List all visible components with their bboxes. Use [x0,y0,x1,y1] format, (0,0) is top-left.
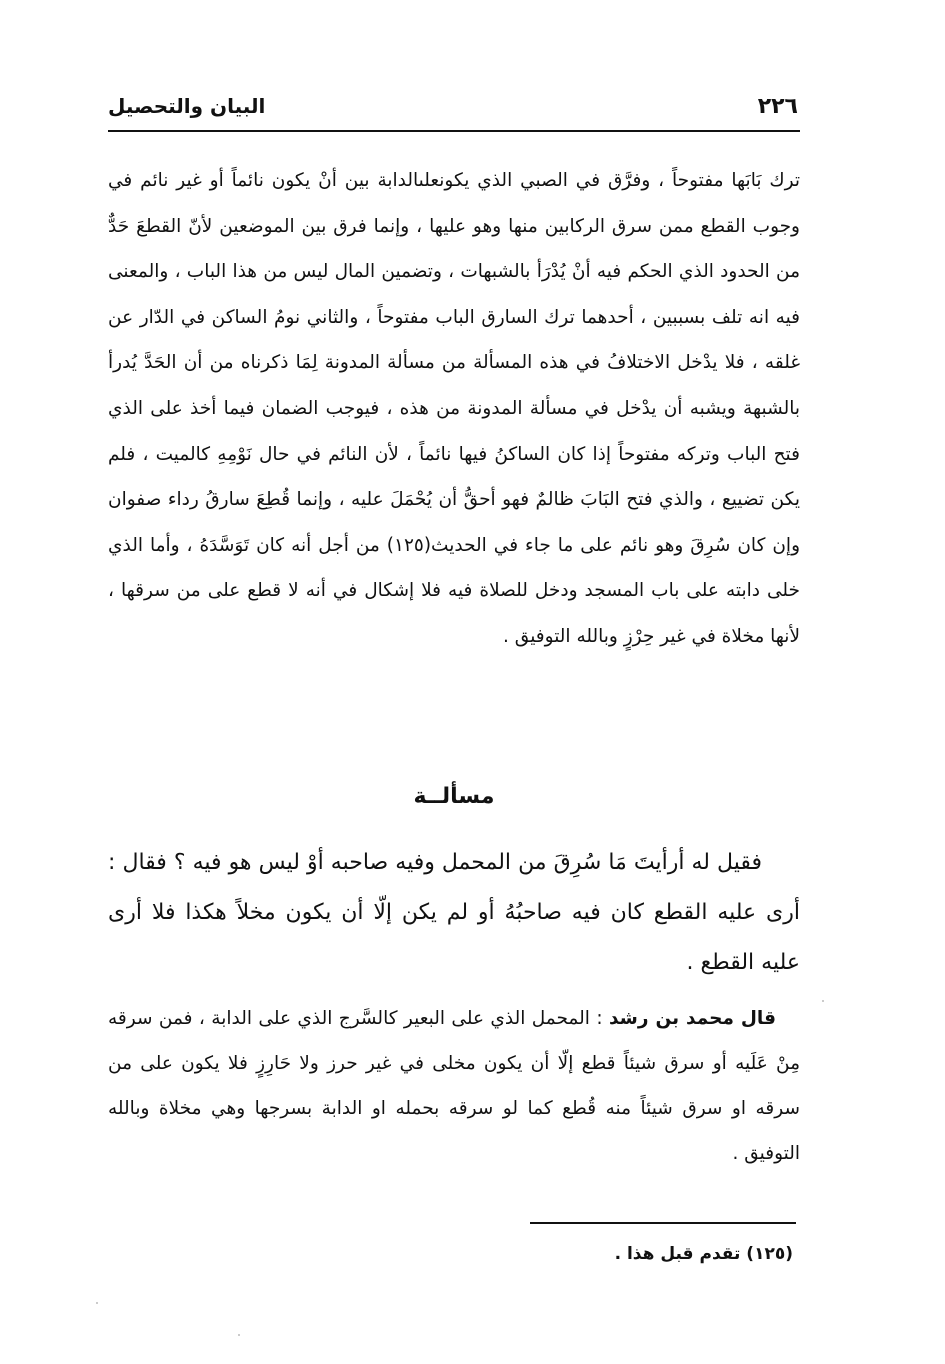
paragraph-answer [108,996,800,1176]
paragraph-commentary: ترك بَابَها مفتوحاً ، وفرَّق في الصبي الذي يكونعلىالدابة بين أنْ يكون نائماً أو غير نائم في وجوب القطع ممن سرق الركابين منها وهو عليها ، وإنما فرق بين الموضعين لأنّ القطعَ حَدٌّ من الحدود الذي الحكم فيه أنْ يُدْرَأ بالشبهات ، وتضمين المال ليس من هذا الباب ، والمعنى فيه انه تلف بسببين ، أحدهما ترك السارق الباب مفتوحاً ، والثاني نومُ الساكن في الدّار عن غلقه ، فلا يدْخل الاختلافُ في هذه المسألة من مسألة المدونة لِمَا ذكرناه من أن الحَدَّ يُدرأ بالشبهة ويشبه أن يدْخل في مسألة المدونة من هذه ، فيوجب الضمان فيما أخذ على الذي فتح الباب وتركه مفتوحاً إذا كان الساكنُ فيها نائماً ، لأن النائم في حال نَوْمِهِ كالميت ، فلم يكن تضييع ، والذي فتح البَابَ ظالمٌ فهو أحقُّ أن يُحْمَلَ عليه ، وإنما قُطِعَ سارقُ رداء صفوان وإن كان سُرِقَ وهو نائم على ما جاء في الحديث(١٢٥) من أجل أنه كان تَوَسَّدَهُ ، وأما الذي خلى دابته على باب المسجد ودخل للصلاة فيه فلا إشكال في أنه لا قطع على من سرقها ، لأنها مخلاة في غير حِرْزٍ وبالله التوفيق . [108,170,801,647]
scan-speck [96,1302,98,1304]
footnote-rule [530,1222,796,1224]
paragraph-question: فقيل له أرأيتَ مَا سُرِقَ من المحمل وفيه صاحبه أوْ ليس هو فيه ؟ فقال : أرى عليه القطع كان فيه صاحبُهُ أو لم يكن إلّا أن يكون مخلاً هكذا فلا أرى عليه القطع . [108,850,800,975]
answer-text: : المحمل الذي على البعير كالسَّرج الذي على الدابة ، فمن سرقه مِنْ عَلَيه أو سرق شيئاً قطع إلّا أن يكون مخلى في غير حرز ولا حَارِزٍ فلا يكون على من سرقه او سرق شيئاً منه قُطع كما لو سرقه بحمله او الدابة بسرجها وهي مخلاة وبالله التوفيق . [108,1008,800,1164]
running-title: البيان والتحصيل [108,94,266,118]
scan-speck [822,1000,824,1002]
page-header [108,92,798,126]
section-heading: مسألــة [413,784,495,809]
page-number: ٢٢٦ [757,94,798,119]
header-rule [108,130,800,132]
scan-speck [238,1334,240,1336]
speaker-label: قال محمد بن رشد [608,1008,776,1029]
footnote: (١٢٥) تقدم قبل هذا . [614,1244,793,1264]
